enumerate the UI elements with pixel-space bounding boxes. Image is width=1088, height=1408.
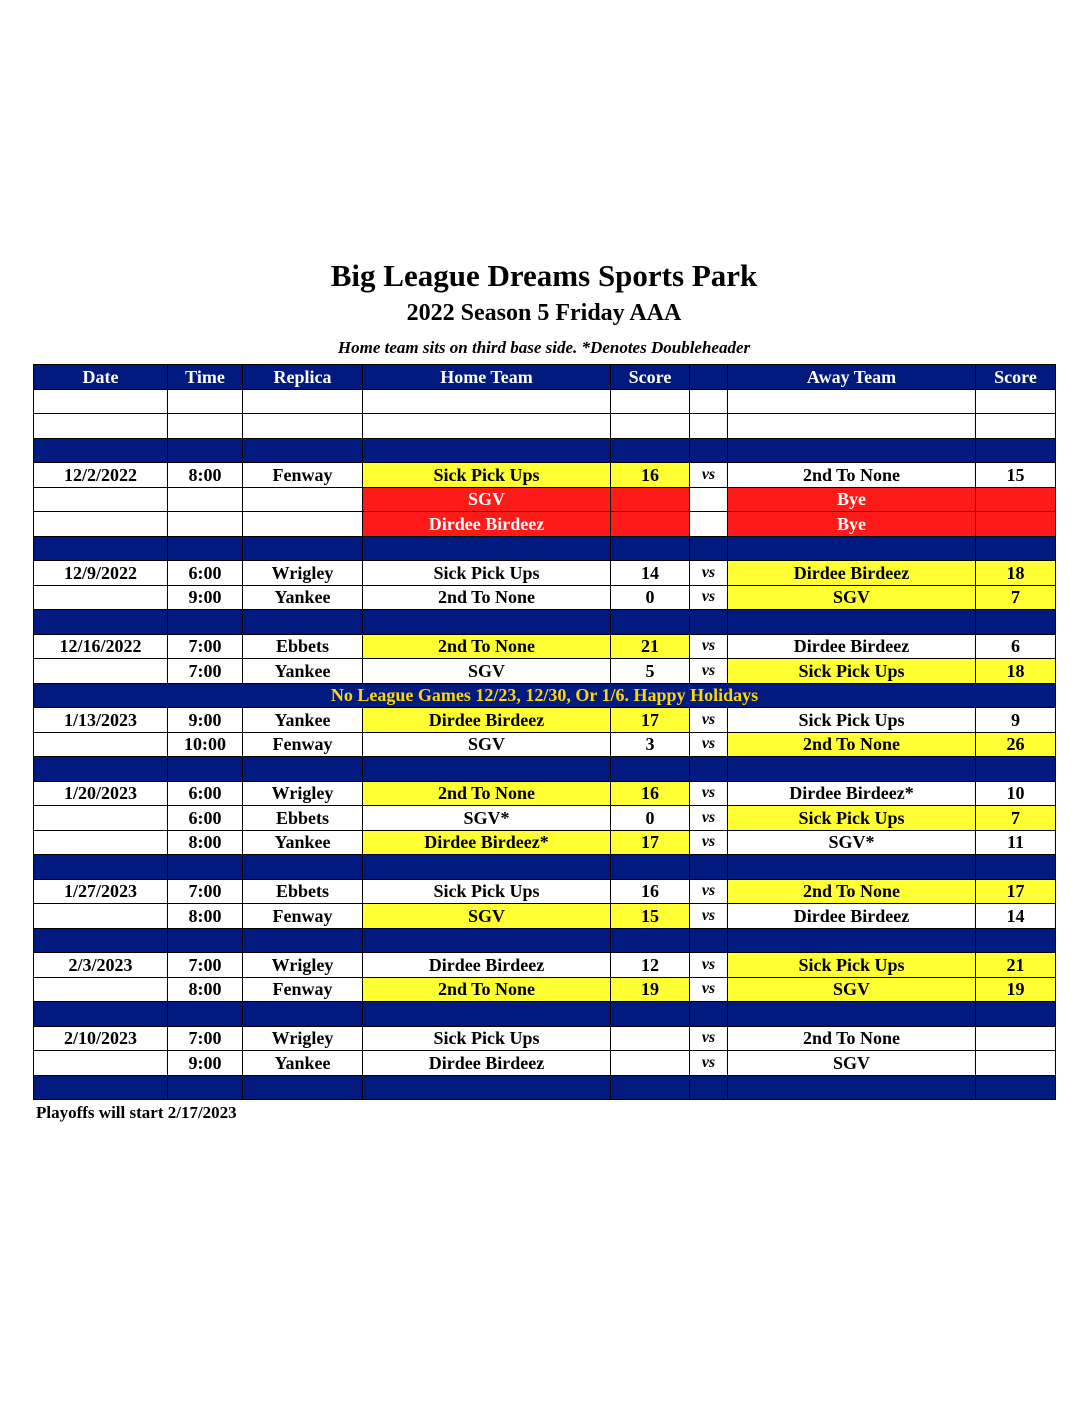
page-title: Big League Dreams Sports Park <box>330 258 758 293</box>
away-team: Sick Pick Ups <box>728 659 976 684</box>
empty-cell <box>728 1002 976 1027</box>
blank-row <box>34 389 1056 414</box>
col-header-replica: Replica <box>243 365 363 390</box>
home-team: 2nd To None <box>363 585 611 610</box>
date-cell <box>34 1051 168 1076</box>
holiday-notice-row <box>34 683 1056 708</box>
empty-cell <box>728 389 976 414</box>
replica-cell <box>243 512 363 537</box>
game-row <box>34 463 1056 488</box>
empty-cell <box>243 438 363 463</box>
separator-row <box>34 855 1056 880</box>
empty-cell <box>363 438 611 463</box>
empty-cell <box>168 757 243 782</box>
vs-cell: vs <box>690 781 728 806</box>
empty-cell <box>611 438 690 463</box>
away-score: 6 <box>976 634 1056 659</box>
away-team: Bye <box>728 512 976 537</box>
away-team: Dirdee Birdeez <box>728 904 976 929</box>
empty-cell <box>976 536 1056 561</box>
home-score: 16 <box>611 781 690 806</box>
empty-cell <box>611 389 690 414</box>
home-team: Sick Pick Ups <box>363 463 611 488</box>
empty-cell <box>611 855 690 880</box>
game-row <box>34 634 1056 659</box>
empty-cell <box>728 610 976 635</box>
home-team: SGV <box>363 904 611 929</box>
date-cell <box>34 659 168 684</box>
empty-cell <box>34 928 168 953</box>
empty-cell <box>728 414 976 439</box>
game-row <box>34 708 1056 733</box>
time-cell: 9:00 <box>168 585 243 610</box>
away-score: 15 <box>976 463 1056 488</box>
game-row <box>34 1051 1056 1076</box>
home-score: 12 <box>611 953 690 978</box>
away-team: 2nd To None <box>728 1026 976 1051</box>
empty-cell <box>34 1075 168 1100</box>
game-row <box>34 585 1056 610</box>
replica-cell: Ebbets <box>243 806 363 831</box>
col-header-away-score: Score <box>976 365 1056 390</box>
replica-cell <box>243 487 363 512</box>
replica-cell: Fenway <box>243 904 363 929</box>
empty-cell <box>243 757 363 782</box>
empty-cell <box>34 1002 168 1027</box>
replica-cell: Yankee <box>243 1051 363 1076</box>
time-cell: 8:00 <box>168 977 243 1002</box>
empty-cell <box>243 610 363 635</box>
game-row <box>34 830 1056 855</box>
home-score: 16 <box>611 463 690 488</box>
separator-row <box>34 610 1056 635</box>
vs-cell: vs <box>690 585 728 610</box>
empty-cell <box>690 1002 728 1027</box>
vs-cell <box>690 512 728 537</box>
empty-cell <box>243 389 363 414</box>
vs-cell: vs <box>690 463 728 488</box>
game-row <box>34 659 1056 684</box>
time-cell <box>168 512 243 537</box>
empty-cell <box>690 438 728 463</box>
home-score <box>611 1026 690 1051</box>
home-team: Dirdee Birdeez <box>363 708 611 733</box>
time-cell: 8:00 <box>168 830 243 855</box>
empty-cell <box>243 928 363 953</box>
vs-cell <box>690 487 728 512</box>
away-score: 9 <box>976 708 1056 733</box>
home-score: 5 <box>611 659 690 684</box>
empty-cell <box>168 1075 243 1100</box>
away-score: 18 <box>976 659 1056 684</box>
empty-cell <box>728 536 976 561</box>
time-cell: 6:00 <box>168 781 243 806</box>
game-row <box>34 977 1056 1002</box>
replica-cell: Wrigley <box>243 953 363 978</box>
empty-cell <box>690 855 728 880</box>
home-team: Dirdee Birdeez* <box>363 830 611 855</box>
empty-cell <box>243 1075 363 1100</box>
separator-row <box>34 438 1056 463</box>
time-cell: 8:00 <box>168 904 243 929</box>
away-score <box>976 1026 1056 1051</box>
empty-cell <box>611 1075 690 1100</box>
empty-cell <box>611 610 690 635</box>
doubleheader-note: Home team sits on third base side. *Denotes Doubleheader <box>337 338 751 357</box>
away-score: 7 <box>976 806 1056 831</box>
home-score: 19 <box>611 977 690 1002</box>
replica-cell: Yankee <box>243 830 363 855</box>
time-cell: 6:00 <box>168 806 243 831</box>
date-cell: 2/10/2023 <box>34 1026 168 1051</box>
away-score: 10 <box>976 781 1056 806</box>
empty-cell <box>243 414 363 439</box>
replica-cell: Wrigley <box>243 1026 363 1051</box>
replica-cell: Wrigley <box>243 561 363 586</box>
empty-cell <box>34 389 168 414</box>
home-score: 17 <box>611 708 690 733</box>
empty-cell <box>168 414 243 439</box>
vs-cell: vs <box>690 830 728 855</box>
empty-cell <box>611 757 690 782</box>
away-score <box>976 1051 1056 1076</box>
game-row <box>34 561 1056 586</box>
empty-cell <box>363 855 611 880</box>
time-cell <box>168 487 243 512</box>
date-cell <box>34 732 168 757</box>
separator-row <box>34 536 1056 561</box>
empty-cell <box>976 414 1056 439</box>
empty-cell <box>976 928 1056 953</box>
empty-cell <box>243 1002 363 1027</box>
empty-cell <box>976 610 1056 635</box>
home-team: Dirdee Birdeez <box>363 512 611 537</box>
empty-cell <box>690 757 728 782</box>
empty-cell <box>168 536 243 561</box>
replica-cell: Yankee <box>243 585 363 610</box>
empty-cell <box>168 438 243 463</box>
empty-cell <box>243 536 363 561</box>
date-cell <box>34 512 168 537</box>
home-score: 0 <box>611 585 690 610</box>
vs-cell: vs <box>690 953 728 978</box>
date-cell: 12/2/2022 <box>34 463 168 488</box>
empty-cell <box>363 1002 611 1027</box>
empty-cell <box>168 928 243 953</box>
empty-cell <box>611 928 690 953</box>
col-header-home-team: Home Team <box>363 365 611 390</box>
time-cell: 8:00 <box>168 463 243 488</box>
vs-cell: vs <box>690 1051 728 1076</box>
empty-cell <box>976 757 1056 782</box>
separator-row <box>34 928 1056 953</box>
time-cell: 7:00 <box>168 659 243 684</box>
home-score: 3 <box>611 732 690 757</box>
empty-cell <box>363 414 611 439</box>
away-score: 21 <box>976 953 1056 978</box>
empty-cell <box>363 757 611 782</box>
away-score <box>976 487 1056 512</box>
time-cell: 7:00 <box>168 879 243 904</box>
empty-cell <box>690 928 728 953</box>
replica-cell: Ebbets <box>243 879 363 904</box>
time-cell: 10:00 <box>168 732 243 757</box>
empty-cell <box>611 1002 690 1027</box>
home-team: Sick Pick Ups <box>363 879 611 904</box>
empty-cell <box>34 414 168 439</box>
away-team: 2nd To None <box>728 732 976 757</box>
away-team: Bye <box>728 487 976 512</box>
date-cell <box>34 806 168 831</box>
away-score: 14 <box>976 904 1056 929</box>
empty-cell <box>34 757 168 782</box>
away-team: Sick Pick Ups <box>728 806 976 831</box>
empty-cell <box>611 414 690 439</box>
home-score: 16 <box>611 879 690 904</box>
vs-cell: vs <box>690 732 728 757</box>
date-cell: 1/20/2023 <box>34 781 168 806</box>
game-row <box>34 879 1056 904</box>
date-cell: 1/27/2023 <box>34 879 168 904</box>
holiday-notice: No League Games 12/23, 12/30, Or 1/6. Happy Holidays <box>34 683 1056 708</box>
date-cell <box>34 487 168 512</box>
date-cell <box>34 977 168 1002</box>
empty-cell <box>976 855 1056 880</box>
vs-cell: vs <box>690 659 728 684</box>
home-score <box>611 512 690 537</box>
empty-cell <box>976 1075 1056 1100</box>
playoffs-note: Playoffs will start 2/17/2023 <box>36 1103 237 1122</box>
game-row <box>34 732 1056 757</box>
empty-cell <box>976 1002 1056 1027</box>
away-team: SGV* <box>728 830 976 855</box>
separator-row <box>34 757 1056 782</box>
blank-row <box>34 414 1056 439</box>
empty-cell <box>34 536 168 561</box>
bye-row <box>34 487 1056 512</box>
empty-cell <box>728 438 976 463</box>
empty-cell <box>34 855 168 880</box>
game-row <box>34 781 1056 806</box>
schedule-table <box>33 364 1056 1100</box>
vs-cell: vs <box>690 977 728 1002</box>
replica-cell: Yankee <box>243 708 363 733</box>
bye-row <box>34 512 1056 537</box>
replica-cell: Fenway <box>243 977 363 1002</box>
date-cell <box>34 830 168 855</box>
header-row <box>34 365 1056 390</box>
home-team: Dirdee Birdeez <box>363 1051 611 1076</box>
date-cell: 12/9/2022 <box>34 561 168 586</box>
away-team: 2nd To None <box>728 463 976 488</box>
empty-cell <box>168 610 243 635</box>
away-team: Sick Pick Ups <box>728 953 976 978</box>
empty-cell <box>690 1075 728 1100</box>
replica-cell: Fenway <box>243 463 363 488</box>
away-team: Dirdee Birdeez <box>728 561 976 586</box>
empty-cell <box>363 610 611 635</box>
empty-cell <box>363 928 611 953</box>
empty-cell <box>363 389 611 414</box>
home-score: 17 <box>611 830 690 855</box>
away-score: 26 <box>976 732 1056 757</box>
vs-cell: vs <box>690 879 728 904</box>
home-score: 21 <box>611 634 690 659</box>
empty-cell <box>168 389 243 414</box>
away-team: SGV <box>728 977 976 1002</box>
replica-cell: Wrigley <box>243 781 363 806</box>
away-score: 18 <box>976 561 1056 586</box>
col-header-date: Date <box>34 365 168 390</box>
empty-cell <box>690 610 728 635</box>
vs-cell: vs <box>690 904 728 929</box>
home-team: SGV <box>363 487 611 512</box>
col-header-away-team: Away Team <box>728 365 976 390</box>
away-team: SGV <box>728 1051 976 1076</box>
home-score <box>611 487 690 512</box>
schedule-body <box>34 389 1056 1100</box>
empty-cell <box>728 757 976 782</box>
away-team: 2nd To None <box>728 879 976 904</box>
home-team: SGV <box>363 659 611 684</box>
home-team: Sick Pick Ups <box>363 1026 611 1051</box>
home-team: 2nd To None <box>363 634 611 659</box>
date-cell: 12/16/2022 <box>34 634 168 659</box>
empty-cell <box>690 414 728 439</box>
empty-cell <box>976 438 1056 463</box>
date-cell <box>34 585 168 610</box>
empty-cell <box>728 1075 976 1100</box>
away-team: Sick Pick Ups <box>728 708 976 733</box>
vs-cell: vs <box>690 561 728 586</box>
home-team: SGV <box>363 732 611 757</box>
home-team: 2nd To None <box>363 781 611 806</box>
empty-cell <box>363 536 611 561</box>
time-cell: 9:00 <box>168 708 243 733</box>
time-cell: 6:00 <box>168 561 243 586</box>
empty-cell <box>976 389 1056 414</box>
empty-cell <box>690 536 728 561</box>
home-team: Sick Pick Ups <box>363 561 611 586</box>
away-score: 19 <box>976 977 1056 1002</box>
away-team: Dirdee Birdeez <box>728 634 976 659</box>
replica-cell: Fenway <box>243 732 363 757</box>
away-score <box>976 512 1056 537</box>
date-cell: 2/3/2023 <box>34 953 168 978</box>
separator-row <box>34 1002 1056 1027</box>
empty-cell <box>363 1075 611 1100</box>
home-team: SGV* <box>363 806 611 831</box>
empty-cell <box>728 855 976 880</box>
vs-cell: vs <box>690 634 728 659</box>
replica-cell: Ebbets <box>243 634 363 659</box>
home-team: 2nd To None <box>363 977 611 1002</box>
date-cell: 1/13/2023 <box>34 708 168 733</box>
vs-cell: vs <box>690 806 728 831</box>
vs-cell: vs <box>690 1026 728 1051</box>
empty-cell <box>168 1002 243 1027</box>
game-row <box>34 953 1056 978</box>
col-header-home-score: Score <box>611 365 690 390</box>
empty-cell <box>611 536 690 561</box>
separator-row <box>34 1075 1056 1100</box>
empty-cell <box>690 389 728 414</box>
time-cell: 7:00 <box>168 634 243 659</box>
empty-cell <box>34 438 168 463</box>
replica-cell: Yankee <box>243 659 363 684</box>
home-score: 0 <box>611 806 690 831</box>
empty-cell <box>168 855 243 880</box>
empty-cell <box>34 610 168 635</box>
empty-cell <box>728 928 976 953</box>
time-cell: 7:00 <box>168 953 243 978</box>
home-team: Dirdee Birdeez <box>363 953 611 978</box>
col-header-vs <box>690 365 728 390</box>
page-subtitle: 2022 Season 5 Friday AAA <box>406 300 682 326</box>
vs-cell: vs <box>690 708 728 733</box>
home-score: 15 <box>611 904 690 929</box>
away-team: SGV <box>728 585 976 610</box>
home-score <box>611 1051 690 1076</box>
time-cell: 7:00 <box>168 1026 243 1051</box>
time-cell: 9:00 <box>168 1051 243 1076</box>
away-score: 11 <box>976 830 1056 855</box>
away-score: 7 <box>976 585 1056 610</box>
empty-cell <box>243 855 363 880</box>
game-row <box>34 1026 1056 1051</box>
away-score: 17 <box>976 879 1056 904</box>
game-row <box>34 806 1056 831</box>
home-score: 14 <box>611 561 690 586</box>
game-row <box>34 904 1056 929</box>
col-header-time: Time <box>168 365 243 390</box>
away-team: Dirdee Birdeez* <box>728 781 976 806</box>
date-cell <box>34 904 168 929</box>
